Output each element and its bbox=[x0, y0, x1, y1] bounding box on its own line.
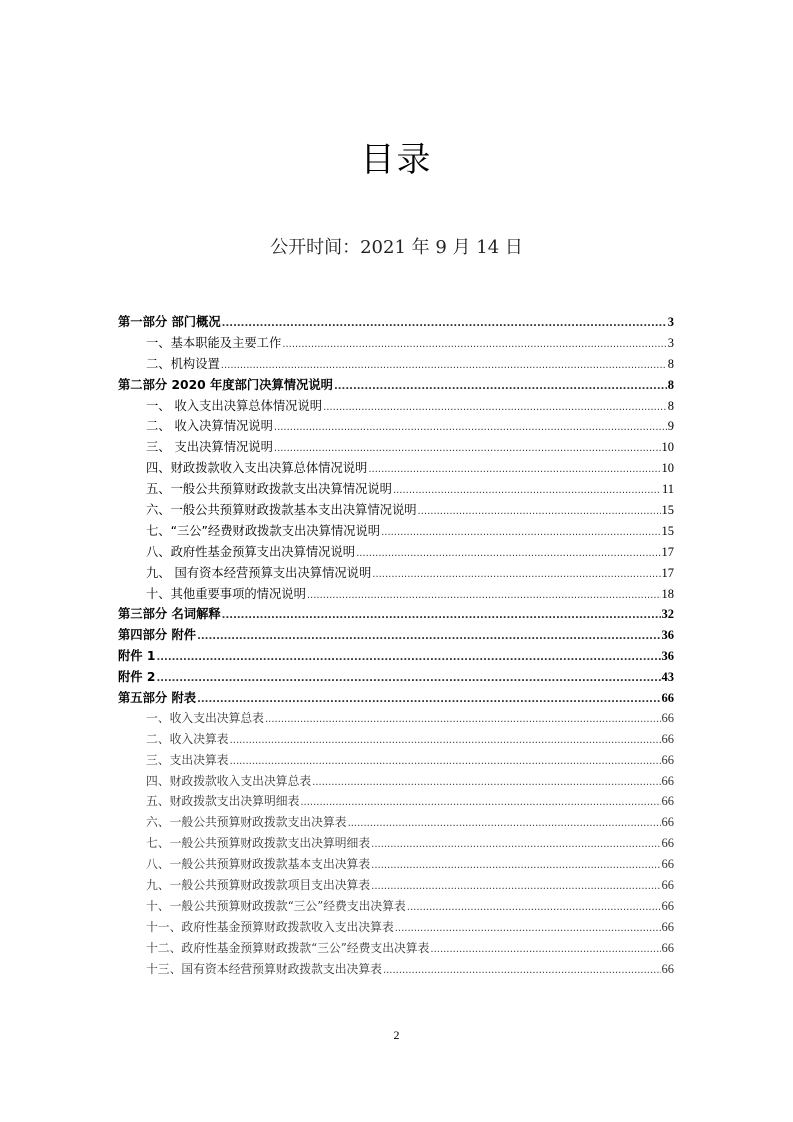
toc-entry[interactable] bbox=[118, 876, 674, 897]
toc-entry-page: 18 bbox=[661, 586, 674, 601]
toc-entry-label: 第二部分 2020 年度部门决算情况说明 bbox=[118, 377, 333, 392]
toc-entry-label: 九、一般公共预算财政拨款项目支出决算表 bbox=[146, 878, 371, 893]
toc-entry[interactable] bbox=[118, 479, 674, 500]
toc-entry-label: 第四部分 附件 bbox=[118, 628, 197, 643]
toc-entry[interactable] bbox=[118, 521, 674, 542]
toc-entry[interactable] bbox=[118, 312, 674, 333]
toc-entry-page: 17 bbox=[661, 565, 674, 580]
toc-entry[interactable] bbox=[118, 792, 674, 813]
toc-entry-page: 8 bbox=[667, 398, 674, 413]
table-of-contents bbox=[118, 312, 674, 981]
toc-leader-dots bbox=[371, 881, 660, 892]
toc-entry[interactable] bbox=[118, 688, 674, 709]
toc-entry[interactable] bbox=[118, 772, 674, 793]
toc-leader-dots bbox=[265, 714, 661, 725]
toc-entry-page: 8 bbox=[667, 377, 674, 392]
toc-entry-label: 一、基本职能及主要工作 bbox=[146, 335, 282, 350]
toc-leader-dots bbox=[230, 756, 661, 767]
toc-entry[interactable] bbox=[118, 563, 674, 584]
toc-entry[interactable] bbox=[118, 416, 674, 437]
toc-leader-dots bbox=[156, 652, 660, 663]
toc-entry[interactable] bbox=[118, 437, 674, 458]
toc-leader-dots bbox=[197, 694, 660, 705]
toc-entry[interactable] bbox=[118, 813, 674, 834]
toc-leader-dots bbox=[372, 569, 660, 580]
toc-entry-page: 36 bbox=[661, 628, 674, 643]
toc-leader-dots bbox=[222, 318, 667, 329]
toc-leader-dots bbox=[393, 485, 661, 496]
toc-entry[interactable] bbox=[118, 939, 674, 960]
toc-entry-label: 一、 收入支出决算总体情况说明 bbox=[146, 398, 323, 413]
toc-leader-dots bbox=[371, 839, 660, 850]
toc-entry-label: 六、一般公共预算财政拨款基本支出决算情况说明 bbox=[146, 503, 417, 518]
toc-entry-label: 七、一般公共预算财政拨款支出决算明细表 bbox=[146, 836, 371, 851]
toc-leader-dots bbox=[312, 777, 660, 788]
toc-entry-label: 附件 2 bbox=[118, 670, 156, 685]
toc-leader-dots bbox=[407, 902, 661, 913]
toc-entry-label: 五、一般公共预算财政拨款支出决算情况说明 bbox=[146, 482, 392, 497]
toc-entry-page: 66 bbox=[661, 710, 674, 725]
toc-entry[interactable] bbox=[118, 604, 674, 625]
toc-entry[interactable] bbox=[118, 396, 674, 417]
toc-entry[interactable] bbox=[118, 584, 674, 605]
toc-entry[interactable] bbox=[118, 730, 674, 751]
toc-entry-page: 66 bbox=[661, 731, 674, 746]
toc-entry-label: 第五部分 附表 bbox=[118, 691, 197, 706]
toc-entry-page: 15 bbox=[661, 523, 674, 538]
toc-entry[interactable] bbox=[118, 855, 674, 876]
toc-entry-page: 66 bbox=[661, 815, 674, 830]
toc-leader-dots bbox=[430, 944, 660, 955]
toc-entry-page: 66 bbox=[661, 752, 674, 767]
toc-entry-label: 三、支出决算表 bbox=[146, 752, 229, 767]
toc-entry[interactable] bbox=[118, 500, 674, 521]
toc-entry-page: 32 bbox=[661, 607, 674, 622]
toc-leader-dots bbox=[368, 464, 660, 475]
toc-entry-label: 十一、政府性基金预算财政拨款收入支出决算表 bbox=[146, 919, 394, 934]
toc-leader-dots bbox=[418, 506, 661, 517]
toc-entry-page: 66 bbox=[661, 691, 674, 706]
toc-leader-dots bbox=[307, 590, 661, 601]
page-number: 2 bbox=[393, 1028, 400, 1042]
toc-leader-dots bbox=[395, 923, 661, 934]
toc-entry-page: 15 bbox=[661, 503, 674, 518]
toc-entry-page: 8 bbox=[667, 356, 674, 371]
toc-entry-label: 六、一般公共预算财政拨款支出决算表 bbox=[146, 815, 347, 830]
document-title: 目录 bbox=[360, 140, 433, 180]
toc-entry-label: 二、收入决算表 bbox=[146, 731, 229, 746]
toc-leader-dots bbox=[300, 797, 660, 808]
toc-entry-page: 66 bbox=[661, 773, 674, 788]
toc-entry-label: 四、财政拨款收入支出决算总体情况说明 bbox=[146, 461, 368, 476]
toc-entry[interactable] bbox=[118, 542, 674, 563]
toc-entry-page: 11 bbox=[661, 482, 674, 497]
toc-leader-dots bbox=[274, 443, 661, 454]
publish-time: 公开时间：2021 年 9 月 14 日 bbox=[270, 237, 523, 258]
toc-entry-page: 9 bbox=[667, 419, 674, 434]
toc-entry-page: 66 bbox=[661, 794, 674, 809]
toc-entry[interactable] bbox=[118, 354, 674, 375]
toc-entry-label: 二、机构设置 bbox=[146, 356, 220, 371]
toc-entry-label: 二、 收入决算情况说明 bbox=[146, 419, 273, 434]
toc-entry-page: 66 bbox=[661, 898, 674, 913]
toc-entry[interactable] bbox=[118, 333, 674, 354]
toc-entry-page: 3 bbox=[667, 315, 674, 329]
toc-entry[interactable] bbox=[118, 918, 674, 939]
toc-leader-dots bbox=[348, 818, 661, 829]
toc-entry-page: 3 bbox=[667, 335, 674, 350]
toc-entry-page: 66 bbox=[661, 857, 674, 872]
toc-entry-label: 一、收入支出决算总表 bbox=[146, 710, 264, 725]
toc-entry-label: 五、财政拨款支出决算明细表 bbox=[146, 794, 300, 809]
toc-leader-dots bbox=[222, 610, 661, 621]
toc-entry-label: 附件 1 bbox=[118, 649, 156, 664]
toc-entry-page: 66 bbox=[661, 878, 674, 893]
toc-entry-page: 10 bbox=[661, 440, 674, 455]
toc-leader-dots bbox=[221, 360, 667, 371]
toc-entry[interactable] bbox=[118, 897, 674, 918]
toc-entry-label: 四、财政拨款收入支出决算总表 bbox=[146, 773, 312, 788]
toc-entry[interactable] bbox=[118, 458, 674, 479]
toc-entry-label: 十三、国有资本经营预算财政拨款支出决算表 bbox=[146, 961, 382, 976]
toc-entry[interactable] bbox=[118, 751, 674, 772]
toc-entry-label: 八、政府性基金预算支出决算情况说明 bbox=[146, 544, 356, 559]
toc-entry-page: 17 bbox=[661, 544, 674, 559]
toc-leader-dots bbox=[356, 548, 660, 559]
toc-entry-label: 三、 支出决算情况说明 bbox=[146, 440, 273, 455]
toc-leader-dots bbox=[274, 422, 667, 433]
toc-leader-dots bbox=[282, 339, 666, 350]
toc-entry-page: 10 bbox=[661, 461, 674, 476]
toc-leader-dots bbox=[230, 735, 661, 746]
toc-leader-dots bbox=[197, 631, 660, 642]
toc-entry[interactable] bbox=[118, 646, 674, 667]
toc-leader-dots bbox=[156, 673, 660, 684]
toc-entry-label: 第三部分 名词解释 bbox=[118, 607, 221, 622]
toc-leader-dots bbox=[323, 402, 667, 413]
toc-entry-label: 九、 国有资本经营预算支出决算情况说明 bbox=[146, 565, 372, 580]
toc-entry-label: 十二、政府性基金预算财政拨款“三公”经费支出决算表 bbox=[146, 940, 430, 955]
toc-entry-page: 36 bbox=[661, 649, 674, 664]
toc-entry-page: 66 bbox=[661, 940, 674, 955]
toc-leader-dots bbox=[334, 381, 667, 392]
toc-entry[interactable] bbox=[118, 834, 674, 855]
toc-entry-label: 八、一般公共预算财政拨款基本支出决算表 bbox=[146, 857, 371, 872]
toc-entry-page: 43 bbox=[661, 670, 674, 685]
toc-entry-page: 66 bbox=[661, 919, 674, 934]
toc-leader-dots bbox=[383, 965, 661, 976]
toc-entry-page: 66 bbox=[661, 836, 674, 851]
toc-entry-label: 七、“三公”经费财政拨款支出决算情况说明 bbox=[146, 523, 381, 538]
toc-entry[interactable] bbox=[118, 960, 674, 981]
toc-entry[interactable] bbox=[118, 625, 674, 646]
toc-leader-dots bbox=[371, 860, 660, 871]
toc-entry-page: 66 bbox=[661, 961, 674, 976]
toc-entry[interactable] bbox=[118, 709, 674, 730]
toc-entry[interactable] bbox=[118, 375, 674, 396]
toc-entry-label: 十、其他重要事项的情况说明 bbox=[146, 586, 306, 601]
toc-entry[interactable] bbox=[118, 667, 674, 688]
toc-leader-dots bbox=[381, 527, 660, 538]
toc-entry-label: 第一部分 部门概况 bbox=[118, 315, 221, 329]
toc-entry-label: 十、一般公共预算财政拨款“三公”经费支出决算表 bbox=[146, 898, 406, 913]
